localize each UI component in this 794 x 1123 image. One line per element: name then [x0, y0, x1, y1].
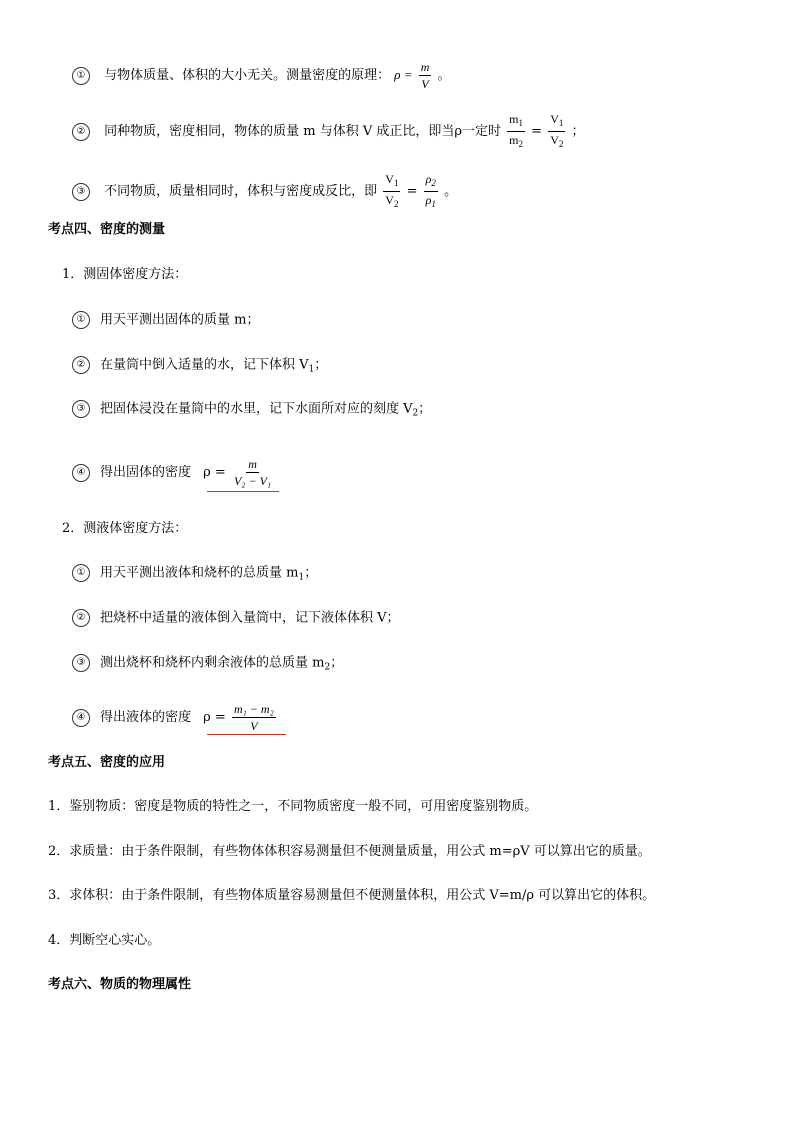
item-number: ③: [72, 654, 90, 672]
item-number: ③: [72, 183, 90, 201]
mass-ratio: $\frac{m_1}{m_2}$: [509, 112, 524, 149]
solid-method-title: 1．测固体密度方法：: [62, 267, 188, 282]
item-number: ②: [72, 123, 90, 141]
item-number: ③: [72, 400, 90, 418]
solid-step-3: ③ 把固体浸没在量筒中的水里，记下水面所对应的刻度 $V_2$；: [72, 400, 431, 423]
application-4: 4．判断空心实心。: [48, 933, 161, 948]
principle-item-2: ② 同种物质，密度相同，物体的质量 m 与体积 V 成正比，即当ρ一定时 $\frac{m_1}{m_2}$ = $\frac{V_1}{V_2}$ ；: [72, 112, 585, 151]
application-2: 2．求质量：由于条件限制，有些物体体积容易测量但不便测量质量，用公式 m=ρV 可以算出它的质量。: [48, 844, 651, 859]
principle-item-1: ① 与物体质量、体积的大小无关。测量密度的原理： ρ = $\frac{m}{V}$ 。: [72, 60, 451, 91]
application-1: 1．鉴别物质：密度是物质的特性之一，不同物质密度一般不同，可用密度鉴别物质。: [48, 799, 538, 814]
red-underline: [207, 734, 286, 735]
solid-step-1: ① 用天平测出固体的质量 m；: [72, 311, 259, 330]
item-number: ②: [72, 609, 90, 627]
heading-density-application: 考点五、密度的应用: [48, 755, 166, 770]
solid-step-2: ② 在量筒中倒入适量的水，记下体积 $V_1$；: [72, 356, 327, 379]
application-3: 3．求体积：由于条件限制，有些物体质量容易测量但不便测量体积，用公式 V=m/ρ 可以算出它的体积。: [48, 888, 656, 903]
liquid-step-1: ① 用天平测出液体和烧杯的总质量 $m_1$；: [72, 564, 317, 587]
density-ratio: $\frac{\rho_2}{\rho_1}$: [425, 172, 436, 209]
liquid-step-2: ② 把烧杯中适量的液体倒入量筒中，记下液体体积 V；: [72, 609, 400, 628]
liquid-step-3: ③ 测出烧杯和烧杯内剩余液体的总质量 $m_2$；: [72, 654, 343, 677]
solid-density-formula: $\frac{m}{\text{V₂ − V₁}}$: [233, 457, 272, 488]
red-underline: [207, 491, 279, 492]
volume-ratio: $\frac{V_1}{V_2}$: [385, 172, 399, 209]
liquid-density-formula: $\frac{\text{m₁ − m₂}}{V}$: [233, 702, 274, 733]
principle-item-3: ③ 不同物质，质量相同时，体积与密度成反比，即 $\frac{V_1}{V_2}$ = $\frac{\rho_2}{\rho_1}$ 。: [72, 172, 457, 211]
heading-density-measurement: 考点四、密度的测量: [48, 222, 166, 237]
heading-physical-properties: 考点六、物质的物理属性: [48, 977, 192, 992]
item-number: ④: [72, 709, 90, 727]
item-number: ②: [72, 356, 90, 374]
solid-step-4: ④ 得出固体的密度 ρ = $\frac{m}{\text{V₂ − V₁}}$: [72, 457, 275, 488]
liquid-method-title: 2．测液体密度方法：: [62, 521, 188, 536]
item-number: ①: [72, 311, 90, 329]
item-number: ①: [72, 564, 90, 582]
volume-ratio: $\frac{V_1}{V_2}$: [550, 112, 564, 149]
item-number: ①: [72, 67, 90, 85]
item-number: ④: [72, 464, 90, 482]
density-formula: $\frac{m}{V}$: [420, 60, 430, 91]
liquid-step-4: ④ 得出液体的密度 ρ = $\frac{\text{m₁ − m₂}}{V}$: [72, 702, 278, 733]
